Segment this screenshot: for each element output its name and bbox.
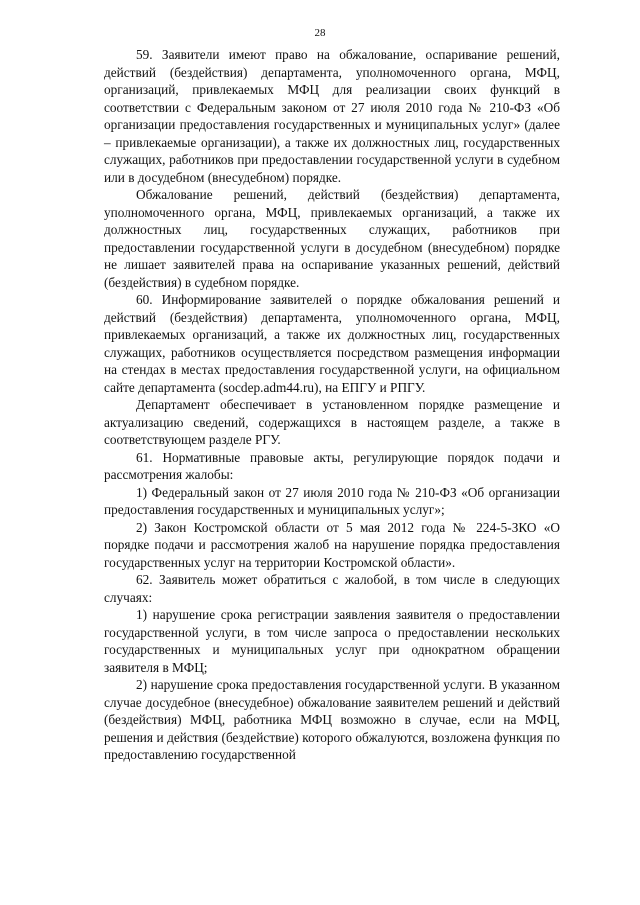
paragraph-62-item-2: 2) нарушение срока предоставления государственной услуги. В указанном случае досудебное (внесудебное) обжалование заявителем решений и действий (бездействия) МФЦ, работника МФЦ возможно в случае, если на МФЦ, решения и действия (бездействие) которого обжалуются, возложена функция по предоставлению государственной xyxy=(104,677,560,762)
paragraph-60: 60. Информирование заявителей о порядке обжалования решений и действий (бездействия) департамента, уполномоченного органа, МФЦ, привлекаемых организаций, а также их должностных лиц, государственных служащих, работников осуществляется посредством размещения информации на стендах в местах предоставления государственной услуги, на официальном сайте департамента (socdep.adm44.ru), на ЕПГУ и РПГУ. xyxy=(104,292,560,395)
paragraph-61-item-2: 2) Закон Костромской области от 5 мая 2012 года № 224-5-ЗКО «О порядке подачи и рассмотрения жалоб на нарушение порядка предоставления государственных услуг на территории Костромской области». xyxy=(104,519,560,570)
paragraph-department-info: Департамент обеспечивает в установленном порядке размещение и актуализацию сведений, содержащихся в настоящем разделе, а также в соответствующем разделе РГУ. xyxy=(104,397,560,447)
paragraph-59: 59. Заявители имеют право на обжалование, оспаривание решений, действий (бездействия) департамента, уполномоченного органа, МФЦ, организаций, привлекаемых МФЦ для реализации своих функций в соответствии с Федеральным законом от 27 июля 2010 года № 210-ФЗ «Об организации предоставления государственных и муниципальных услуг» (далее – привлекаемые организации), а также их должностных лиц, государственных служащих, работников при предоставлении государственной услуги в судебном или в досудебном (внесудебном) порядке. xyxy=(104,47,560,185)
paragraph-61-item-1: 1) Федеральный закон от 27 июля 2010 года № 210-ФЗ «Об организации предоставления государственных и муниципальных услуг»; xyxy=(104,484,560,517)
document-text xyxy=(104,46,560,764)
paragraph-61: 61. Нормативные правовые акты, регулирующие порядок подачи и рассмотрения жалобы: xyxy=(104,449,560,482)
paragraph-62-item-1: 1) нарушение срока регистрации заявления заявителя о предоставлении государственной услуги, в том числе запроса о предоставлении нескольких государственных и муниципальных услуг при однократном обращении заявителя в МФЦ; xyxy=(104,607,560,675)
paragraph-appeal-scope: Обжалование решений, действий (бездействия) департамента, уполномоченного органа, МФЦ, привлекаемых организаций, а также их должностных лиц, государственных служащих, работников при предоставлении государственной услуги в досудебном (внесудебном) порядке не лишает заявителей права на оспаривание указанных решений, действий (бездействия) в судебном порядке. xyxy=(104,187,560,290)
paragraph-62: 62. Заявитель может обратиться с жалобой, в том числе в следующих случаях: xyxy=(104,572,560,605)
page-number: 28 xyxy=(314,27,326,39)
